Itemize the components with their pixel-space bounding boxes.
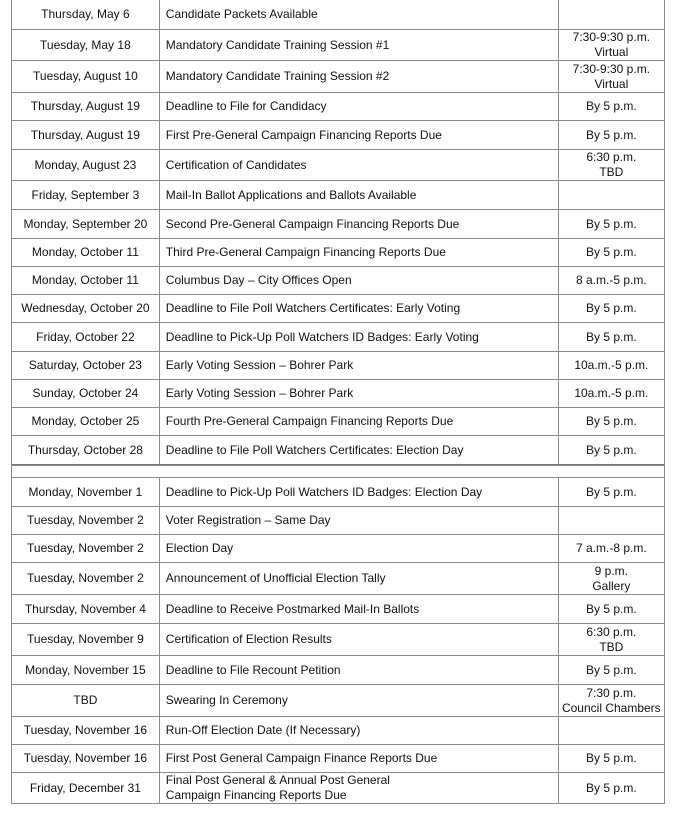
event-time: [558, 436, 664, 466]
schedule-table-part-2: [11, 477, 665, 804]
event-date: Monday, September 20: [12, 210, 160, 239]
event-date: Tuesday, November 2: [12, 507, 160, 535]
schedule-row: [12, 478, 665, 507]
event-time: [558, 210, 664, 239]
event-description: Final Post General & Annual Post General Campaign Financing Reports Due: [159, 773, 558, 804]
event-location-line: TBD: [599, 165, 624, 179]
event-time-line: 7:30-9:30 p.m.: [572, 61, 651, 76]
schedule-row: [12, 323, 665, 352]
event-time: [558, 323, 664, 352]
event-time: [558, 181, 664, 210]
event-description: Certification of Candidates: [159, 150, 558, 181]
schedule-row: [12, 267, 665, 295]
event-time: [558, 507, 664, 535]
schedule-row: [12, 507, 665, 535]
event-time: [558, 535, 664, 563]
event-date: Tuesday, November 9: [12, 624, 160, 656]
event-date: Monday, October 25: [12, 408, 160, 436]
event-time: [558, 93, 664, 121]
event-time-line: 7 a.m.-8 p.m.: [575, 541, 647, 555]
schedule-row: [12, 181, 665, 210]
event-time-line: 6:30 p.m.: [586, 150, 637, 164]
event-time-line: 9 p.m.: [594, 563, 629, 578]
event-date: Thursday, May 6: [12, 0, 160, 30]
event-description: Mandatory Candidate Training Session #2: [159, 61, 558, 93]
schedule-row: [12, 535, 665, 563]
event-description: Candidate Packets Available: [159, 0, 558, 30]
event-time-line: 6:30 p.m.: [586, 624, 637, 639]
event-time-line: By 5 p.m.: [585, 601, 637, 616]
event-description: Certification of Election Results: [159, 624, 558, 656]
event-date: Friday, October 22: [12, 323, 160, 352]
event-date: Thursday, October 28: [12, 436, 160, 466]
event-description: Deadline to Pick-Up Poll Watchers ID Badges: Early Voting: [159, 323, 558, 352]
event-description: Early Voting Session – Bohrer Park: [159, 380, 558, 408]
event-date: Tuesday, November 2: [12, 535, 160, 563]
schedule-row: [12, 352, 665, 380]
event-date: Sunday, October 24: [12, 380, 160, 408]
event-time-line: 7:30-9:30 p.m.: [572, 30, 651, 44]
event-description: Third Pre-General Campaign Financing Reports Due: [159, 239, 558, 267]
event-date: Monday, October 11: [12, 239, 160, 267]
event-description: Run-Off Election Date (If Necessary): [159, 717, 558, 745]
event-location-line: TBD: [599, 639, 624, 654]
event-time: [558, 295, 664, 323]
event-time-line: By 5 p.m.: [585, 780, 637, 795]
event-description: Voter Registration – Same Day: [159, 507, 558, 535]
event-date: Friday, September 3: [12, 181, 160, 210]
schedule-row: [12, 656, 665, 685]
event-description: Election Day: [159, 535, 558, 563]
event-description: Mandatory Candidate Training Session #1: [159, 30, 558, 61]
event-time: [558, 773, 664, 804]
schedule-row: [12, 150, 665, 181]
schedule-row: [12, 685, 665, 717]
schedule-row: [12, 436, 665, 466]
event-time: [558, 656, 664, 685]
schedule-row: [12, 210, 665, 239]
event-time: [558, 30, 664, 61]
event-time-line: By 5 p.m.: [585, 484, 637, 499]
event-time: [558, 717, 664, 745]
event-date: Monday, November 15: [12, 656, 160, 685]
event-description: Deadline to Pick-Up Poll Watchers ID Badges: Election Day: [159, 478, 558, 507]
event-time-line: 8 a.m.-5 p.m.: [575, 273, 647, 287]
event-date: Friday, December 31: [12, 773, 160, 804]
event-time: [558, 563, 664, 595]
event-time-line: By 5 p.m.: [585, 662, 637, 677]
event-time: [558, 0, 664, 30]
event-time-line: By 5 p.m.: [585, 127, 637, 142]
schedule-row: [12, 745, 665, 773]
event-description: Deadline to File Poll Watchers Certificates: Election Day: [159, 436, 558, 466]
schedule-row: [12, 295, 665, 323]
schedule-row: [12, 595, 665, 624]
event-description: Columbus Day – City Offices Open: [159, 267, 558, 295]
schedule-row: [12, 563, 665, 595]
event-time: [558, 380, 664, 408]
event-description: Swearing In Ceremony: [159, 685, 558, 717]
schedule-row: [12, 380, 665, 408]
event-time-line: By 5 p.m.: [585, 216, 637, 231]
event-time: [558, 121, 664, 150]
event-date: Monday, November 1: [12, 478, 160, 507]
event-description: Early Voting Session – Bohrer Park: [159, 352, 558, 380]
schedule-row: [12, 408, 665, 436]
event-time-line: 7:30 p.m.: [586, 685, 637, 700]
schedule-row: [12, 239, 665, 267]
event-description: Fourth Pre-General Campaign Financing Reports Due: [159, 408, 558, 436]
event-time-line: 10a.m.-5 p.m.: [574, 386, 649, 400]
event-description: Deadline to File Recount Petition: [159, 656, 558, 685]
event-date: TBD: [12, 685, 160, 717]
event-time: [558, 745, 664, 773]
event-description: Deadline to File Poll Watchers Certificates: Early Voting: [159, 295, 558, 323]
event-date: Tuesday, November 16: [12, 745, 160, 773]
schedule-row: [12, 30, 665, 61]
schedule-row: [12, 93, 665, 121]
event-location-line: Gallery: [592, 578, 631, 593]
event-time: [558, 150, 664, 181]
event-date: Tuesday, November 2: [12, 563, 160, 595]
event-time: [558, 624, 664, 656]
schedule-row: [12, 61, 665, 93]
event-description: First Post General Campaign Finance Reports Due: [159, 745, 558, 773]
event-location-line: Virtual: [594, 45, 629, 59]
event-date: Wednesday, October 20: [12, 295, 160, 323]
event-date: Tuesday, November 16: [12, 717, 160, 745]
schedule-row: [12, 0, 665, 30]
event-time-line: By 5 p.m.: [585, 329, 637, 344]
event-time-line: By 5 p.m.: [585, 245, 637, 259]
event-description: Deadline to Receive Postmarked Mail-In Ballots: [159, 595, 558, 624]
event-date: Thursday, August 19: [12, 121, 160, 150]
event-time: [558, 408, 664, 436]
schedule-row: [12, 773, 665, 804]
event-location-line: Virtual: [594, 76, 629, 91]
event-time: [558, 595, 664, 624]
event-time-line: By 5 p.m.: [585, 301, 637, 315]
event-description: Deadline to File for Candidacy: [159, 93, 558, 121]
event-description: Second Pre-General Campaign Financing Reports Due: [159, 210, 558, 239]
event-location-line: Council Chambers: [561, 700, 661, 715]
event-time-line: By 5 p.m.: [585, 751, 637, 765]
schedule-row: [12, 717, 665, 745]
event-date: Monday, October 11: [12, 267, 160, 295]
event-date: Monday, August 23: [12, 150, 160, 181]
event-time-line: By 5 p.m.: [585, 99, 637, 113]
event-time: [558, 478, 664, 507]
event-time: [558, 61, 664, 93]
event-time: [558, 239, 664, 267]
event-date: Tuesday, August 10: [12, 61, 160, 93]
event-time-line: By 5 p.m.: [585, 414, 637, 428]
event-description: First Pre-General Campaign Financing Reports Due: [159, 121, 558, 150]
page-break-strip: [11, 465, 665, 477]
event-time: [558, 267, 664, 295]
schedule-table-part-1: [11, 0, 665, 466]
event-date: Saturday, October 23: [12, 352, 160, 380]
schedule-row: [12, 121, 665, 150]
event-date: Tuesday, May 18: [12, 30, 160, 61]
event-time-line: 10a.m.-5 p.m.: [574, 358, 649, 372]
event-description: Mail-In Ballot Applications and Ballots Available: [159, 181, 558, 210]
event-time: [558, 352, 664, 380]
event-description: Announcement of Unofficial Election Tally: [159, 563, 558, 595]
event-time-line: By 5 p.m.: [585, 443, 637, 457]
event-time: [558, 685, 664, 717]
event-date: Thursday, August 19: [12, 93, 160, 121]
schedule-row: [12, 624, 665, 656]
event-date: Thursday, November 4: [12, 595, 160, 624]
